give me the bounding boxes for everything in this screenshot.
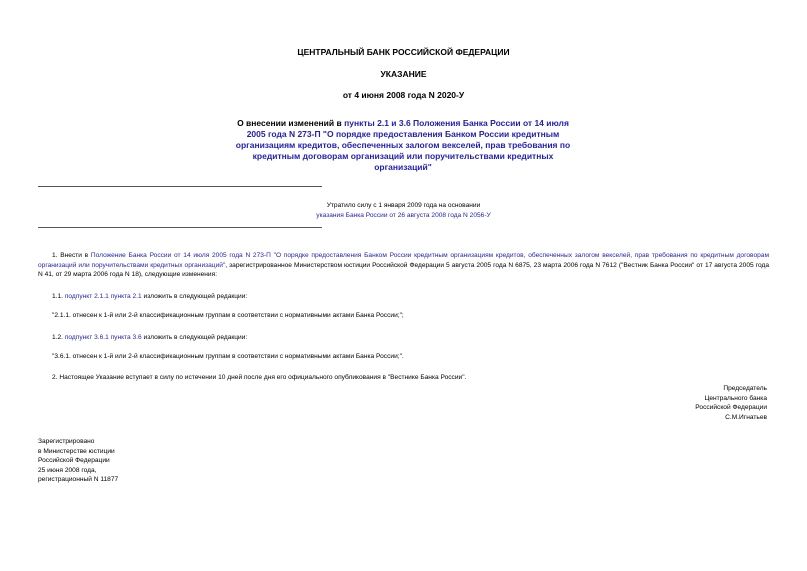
- paragraph-2: 2. Настоящее Указание вступает в силу по истечении 10 дней после дня его официального опубликования в "Вестнике Банка России".: [52, 374, 467, 381]
- document-date: от 4 июня 2008 года N 2020-У: [342, 90, 465, 100]
- registration-line-2: в Министерстве юстиции: [38, 447, 115, 455]
- divider-top: [38, 186, 322, 187]
- paragraph-1-2-quote: "3.6.1. отнесен к 1-й или 2-й классификационным группам в соответствии с нормативными актами Банка России;".: [52, 353, 404, 360]
- p11-link[interactable]: подпункт 2.1.1 пункта 2.1: [64, 293, 142, 300]
- paragraph-1: [38, 251, 769, 280]
- p1-prefix: 1. Внести в: [52, 252, 91, 259]
- p1-link[interactable]: Положение Банка России от 14 июля 2005 года N 273-П "О порядке предоставления Банком России кредитным организациям кредитов, обеспеченных залогом векселей, прав требования по кредитным договорам организаций или поручительствами кредитных организаций": [38, 252, 769, 269]
- paragraph-1-1-quote: "2.1.1. отнесен к 1-й или 2-й классификационным группам в соответствии с нормативными актами Банка России;";: [52, 312, 404, 319]
- p12-prefix: 1.2.: [52, 334, 65, 341]
- p12-link[interactable]: подпункт 3.6.1 пункта 3.6: [64, 334, 142, 341]
- title-link[interactable]: пункты 2.1 и 3.6 Положения Банка России от 14 июля 2005 года N 273-П "О порядке предоставления Банком России кредитным организациям кредитов, обеспеченных залогом векселей, прав требования по кредитным договорам организаций или поручительствами кредитных организаций": [235, 118, 571, 172]
- registration-line-5: регистрационный N 11877: [38, 476, 119, 483]
- p1-suffix: , зарегистрированное Министерством юстиции Российской Федерации 5 августа 2005 года N 6875, 23 марта 2006 года N 7612 ("Вестник Банка России" от 17 августа 2005 года N 41, от 29 марта 2006 года N 18), следующие изменения:: [38, 261, 769, 278]
- p12-suffix: изложить в следующей редакции:: [141, 334, 248, 341]
- registration-line-3: Российской Федерации: [38, 457, 110, 464]
- paragraph-1-2: [52, 333, 752, 343]
- issuer-heading: ЦЕНТРАЛЬНЫЙ БАНК РОССИЙСКОЙ ФЕДЕРАЦИИ: [297, 47, 510, 57]
- p11-suffix: изложить в следующей редакции:: [141, 293, 248, 300]
- document-title: [228, 118, 578, 173]
- status-link[interactable]: указания Банка России от 26 августа 2008 года N 2056-У: [316, 211, 491, 219]
- signature-line-3: Российской Федерации: [695, 404, 767, 411]
- divider-bottom: [38, 227, 322, 228]
- title-prefix: О внесении изменений в: [237, 118, 345, 128]
- document-type: УКАЗАНИЕ: [380, 69, 427, 79]
- signature-line-2: Центрального банка: [704, 394, 767, 402]
- paragraph-1-1: [52, 292, 752, 302]
- p11-prefix: 1.1.: [52, 293, 65, 300]
- registration-line-4: 25 июня 2008 года,: [38, 466, 97, 474]
- registration-line-1: Зарегистрировано: [38, 438, 95, 445]
- signature-block: [695, 384, 767, 422]
- status-text: Утратило силу с 1 января 2009 года на основании: [326, 202, 481, 209]
- signature-name: С.М.Игнатьев: [725, 413, 767, 421]
- registration-block: [38, 437, 118, 485]
- status-note: [0, 201, 807, 220]
- signature-line-1: Председатель: [723, 385, 767, 392]
